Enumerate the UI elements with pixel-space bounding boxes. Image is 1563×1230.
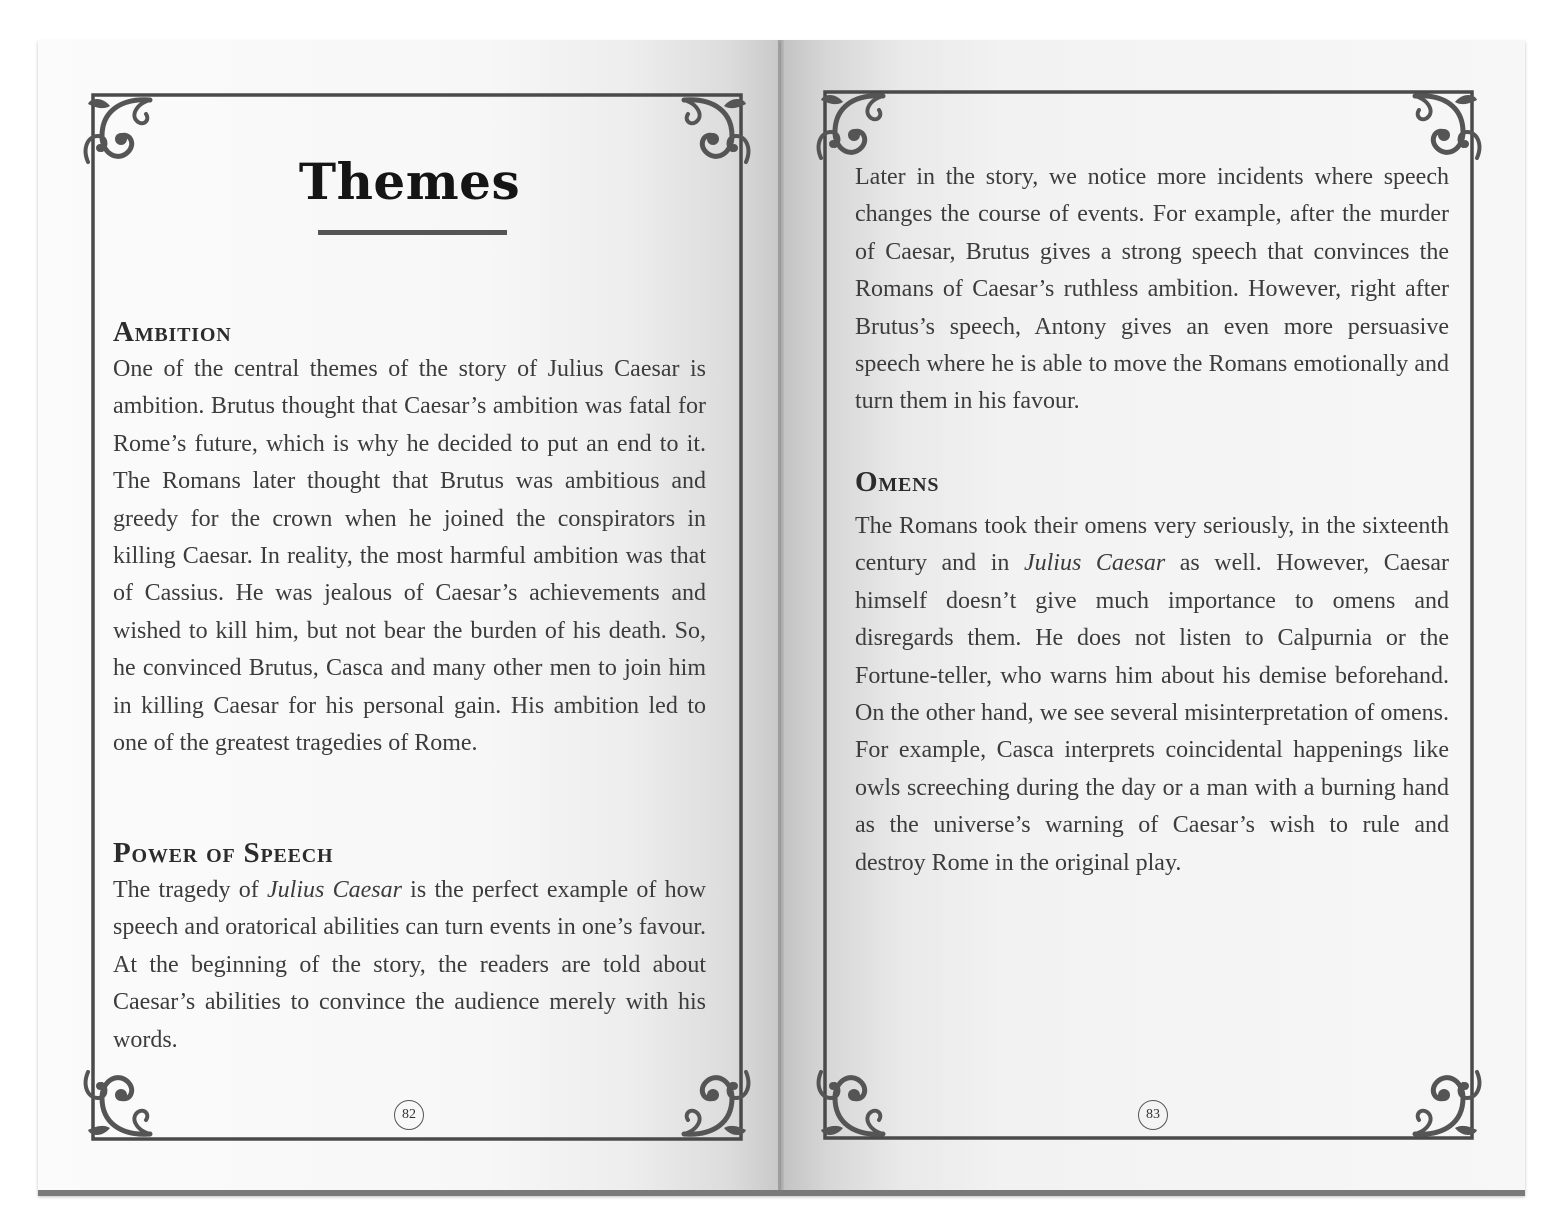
left-page (38, 40, 781, 1195)
right-page (781, 40, 1525, 1195)
section-power-of-speech-continued (855, 159, 1449, 421)
section-omens (855, 464, 1449, 882)
corner-ornament-icon (86, 1072, 150, 1135)
section-body: One of the central themes of the story of Julius Caesar is ambition. Brutus thought that Caesar’s ambition was fatal for Rome’s future, which is why he decided to put an end to it. The Romans later thought that Brutus was ambitious and greedy for the crown when he joined the conspirators in killing Caesar. In reality, the most harmful ambition was that of Cassius. He was jealous of Caesar’s achievements and wished to kill him, but not bear the burden of his death. So, he convinced Brutus, Casca and many other men to join him in killing Caesar for his personal gain. His ambition led to one of the greatest tragedies of Rome. (113, 356, 706, 757)
page-title: Themes (298, 152, 521, 211)
section-heading: Ambition (113, 316, 232, 348)
page-number: 83 (1138, 1100, 1168, 1130)
section-ambition (113, 314, 706, 762)
corner-ornament-icon (1415, 1072, 1479, 1135)
section-heading: Omens (855, 466, 940, 498)
section-heading: Power of Speech (113, 837, 334, 869)
book-bottom-edge (38, 1190, 1525, 1196)
book-spine (778, 40, 784, 1195)
corner-ornament-icon (819, 1072, 883, 1135)
corner-ornament-icon (684, 1072, 748, 1135)
section-power-of-speech (113, 835, 706, 1059)
corner-ornament-icon (1415, 95, 1479, 158)
italic-title: Julius Caesar (1023, 550, 1166, 577)
page-number: 82 (394, 1100, 424, 1130)
section-body: The tragedy of Julius Caesar is the perfect example of how speech and oratorical abilities can turn events in one’s favour. At the beginning of the story, the readers are told about Caesar’s abilities to convince the audience merely with his words. (113, 877, 706, 1053)
italic-title: Julius Caesar (267, 877, 402, 903)
corner-ornament-icon (819, 95, 883, 158)
title-underline (318, 230, 507, 235)
section-body: Later in the story, we notice more incidents where speech changes the course of events. For example, after the murder of Caesar, Brutus gives a strong speech that convinces the Romans of Caesar’s ruthless ambition. However, right after Brutus’s speech, Antony gives an even more persuasive speech where he is able to move the Romans emotionally and turn them in his favour. (855, 164, 1449, 415)
section-body: The Romans took their omens very seriously, in the sixteenth century and in Julius Caesar as well. However, Caesar himself doesn’t give much importance to omens and disregards them. He does not listen to Calpurnia or the Fortune-teller, who warns him about his demise beforehand. On the other hand, we see several misinterpretation of omens. For example, Casca interprets coincidental happenings like owls screeching during the day or a man with a burning hand as the universe’s warning of Caesar’s wish to rule and destroy Rome in the original play. (855, 513, 1450, 876)
